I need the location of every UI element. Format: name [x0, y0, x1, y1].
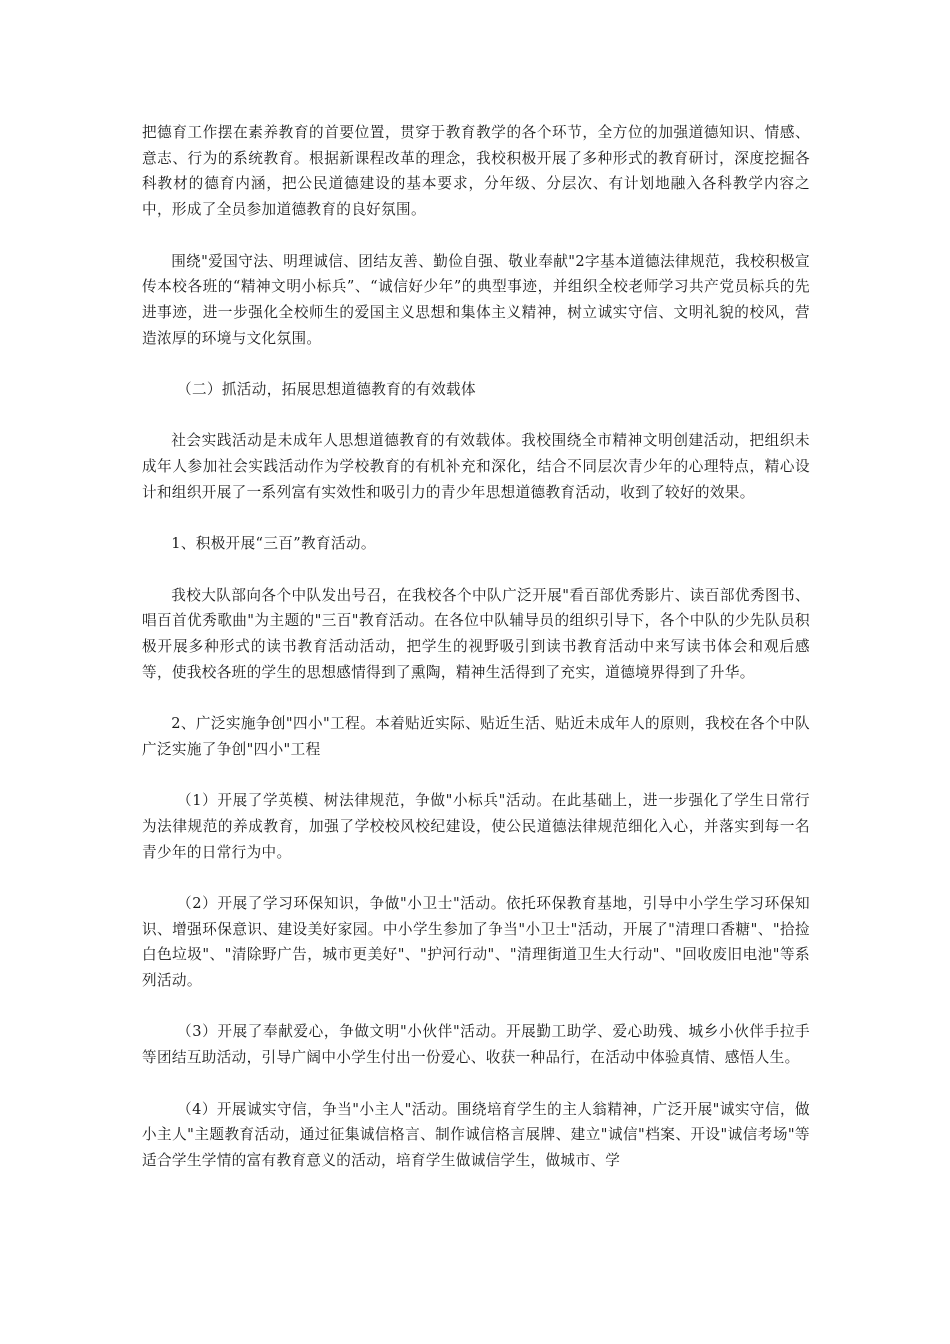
paragraph-item-little-model: （1）开展了学英模、树法律规范，争做"小标兵"活动。在此基础上，进一步强化了学生日常行为法律规范的养成教育，加强了学校校风校纪建设，使公民道德法律规范细化入心，并落实到每一名青少年的日常行为中。 — [142, 792, 810, 861]
paragraph-three-hundred-activity: 我校大队部向各个中队发出号召，在我校各个中队广泛开展"看百部优秀影片、读百部优秀图书、唱百首优秀歌曲"为主题的"三百"教育活动。在各位中队辅导员的组织引导下，各个中队的少先队员积极开展多种形式的读书教育活动活动，把学生的视野吸引到读书教育活动中来写读书体会和观后感等，使我校各班的学生的思想感情得到了熏陶，精神生活得到了充实，道德境界得到了升华。 — [142, 586, 810, 681]
section-heading-activities: （二）抓活动，拓展思想道德教育的有效载体 — [177, 381, 476, 398]
paragraph-four-small-project: 2、广泛实施争创"四小"工程。本着贴近实际、贴近生活、贴近未成年人的原则，我校在各个中队广泛实施了争创"四小"工程 — [142, 715, 810, 758]
paragraph-item-little-master: （4）开展诚实守信，争当"小主人"活动。围绕培育学生的主人翁精神，广泛开展"诚实守信，做小主人"主题教育活动，通过征集诚信格言、制作诚信格言展牌、建立"诚信"档案、开设"诚信考场"等适合学生学情的富有教育意义的活动，培育学生做诚信学生，做城市、学 — [142, 1100, 810, 1169]
paragraph-item-little-partner: （3）开展了奉献爱心，争做文明"小伙伴"活动。开展勤工助学、爱心助残、城乡小伙伴手拉手等团结互助活动，引导广阔中小学生付出一份爱心、收获一种品行，在活动中体验真情、感悟人生。 — [142, 1023, 810, 1067]
document-body — [142, 120, 810, 1199]
subheading-three-hundred: 1、积极开展“三百”教育活动。 — [171, 535, 376, 553]
paragraph-moral-education-priority: 把德育工作摆在素养教育的首要位置，贯穿于教育教学的各个环节，全方位的加强道德知识、情感、意志、行为的系统教育。根据新课程改革的理念，我校积极开展了多种形式的教育研讨，深度挖掘各科教材的德育内涵，把公民道德建设的基本要求，分年级、分层次、有计划地融入各科教学内容之中，形成了全员参加道德教育的良好氛围。 — [142, 124, 810, 219]
paragraph-moral-norms: 围绕"爱国守法、明理诚信、团结友善、勤俭自强、敬业奉献"2字基本道德法律规范，我校积极宣传本校各班的“精神文明小标兵”、“诚信好少年”的典型事迹，并组织全校老师学习共产党员标兵的先进事迹，进一步强化全校师生的爱国主义思想和集体主义精神，树立诚实守信、文明礼貌的校风，营造浓厚的环境与文化氛围。 — [142, 252, 810, 347]
paragraph-item-little-guardian: （2）开展了学习环保知识，争做"小卫士"活动。依托环保教育基地，引导中小学生学习环保知识、增强环保意识、建设美好家园。中小学生参加了争当"小卫士"活动，开展了"清理口香糖"、"拾捡白色垃圾"、"清除野广告，城市更美好"、"护河行动"、"清理街道卫生大行动"、"回收废旧电池"等系列活动。 — [142, 894, 810, 990]
paragraph-social-practice: 社会实践活动是未成年人思想道德教育的有效载体。我校围绕全市精神文明创建活动，把组织未成年人参加社会实践活动作为学校教育的有机补充和深化，结合不同层次青少年的心理特点，精心设计和组织开展了一系列富有实效性和吸引力的青少年思想道德教育活动，收到了较好的效果。 — [142, 432, 810, 501]
